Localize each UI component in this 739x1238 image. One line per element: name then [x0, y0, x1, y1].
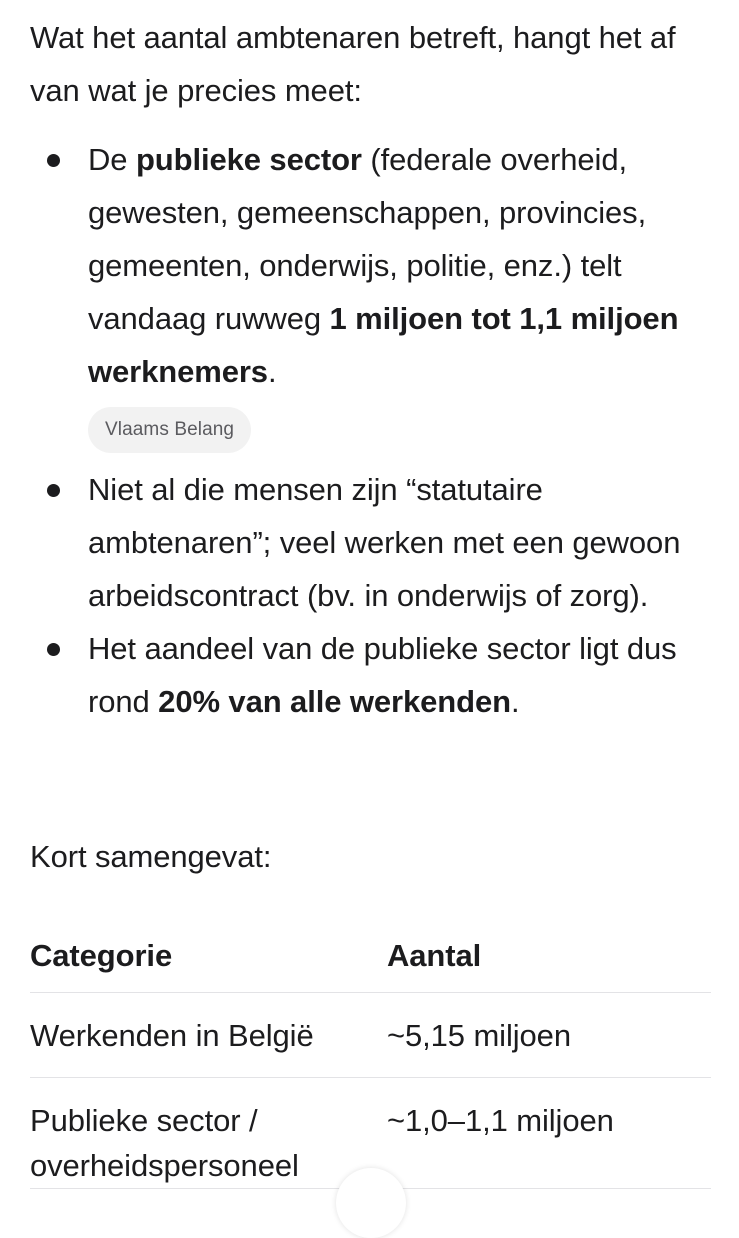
- list-item: [30, 133, 720, 463]
- table-header-row: [30, 920, 711, 993]
- bold-text: 1 miljoen tot 1,1 miljoen werknemers: [88, 301, 679, 389]
- list-item: [30, 463, 720, 622]
- bullet-list: [30, 133, 720, 728]
- bullet-dot-icon: [47, 484, 60, 497]
- summary-label: Kort samengevat:: [30, 839, 272, 874]
- table-cell: ~1,0–1,1 miljoen: [387, 1078, 711, 1189]
- table-header-cell: Categorie: [30, 920, 387, 993]
- bold-text: 20% van alle werkenden: [158, 684, 511, 719]
- table-header-cell: Aantal: [387, 920, 711, 993]
- table-cell: ~5,15 miljoen: [387, 993, 711, 1078]
- bullet-dot-icon: [47, 154, 60, 167]
- table-row: [30, 993, 711, 1078]
- intro-paragraph: Wat het aantal ambtenaren betreft, hangt het af van wat je precies meet:: [30, 20, 676, 108]
- list-item: [30, 622, 720, 728]
- scroll-down-button[interactable]: [336, 1168, 406, 1238]
- source-chip[interactable]: Vlaams Belang: [88, 407, 251, 453]
- bullet-text: Niet al die mensen zijn “statutaire ambtenaren”; veel werken met een gewoon arbeidscontract (bv. in onderwijs of zorg).: [88, 472, 681, 613]
- bold-text: publieke sector: [135, 142, 362, 177]
- summary-table: [30, 920, 711, 1189]
- table-cell: Publieke sector / overheidspersoneel: [30, 1078, 387, 1189]
- table-cell: Werkenden in België: [30, 993, 387, 1078]
- bullet-text: Het aandeel van de publieke sector ligt dus rond 20% van alle werkenden.: [88, 631, 677, 719]
- bullet-text: De publieke sector (federale overheid, gewesten, gemeenschappen, provincies, gemeenten, onderwijs, politie, enz.) telt vandaag ruwweg 1 miljoen tot 1,1 miljoen werknemers.: [88, 142, 679, 389]
- bullet-dot-icon: [47, 643, 60, 656]
